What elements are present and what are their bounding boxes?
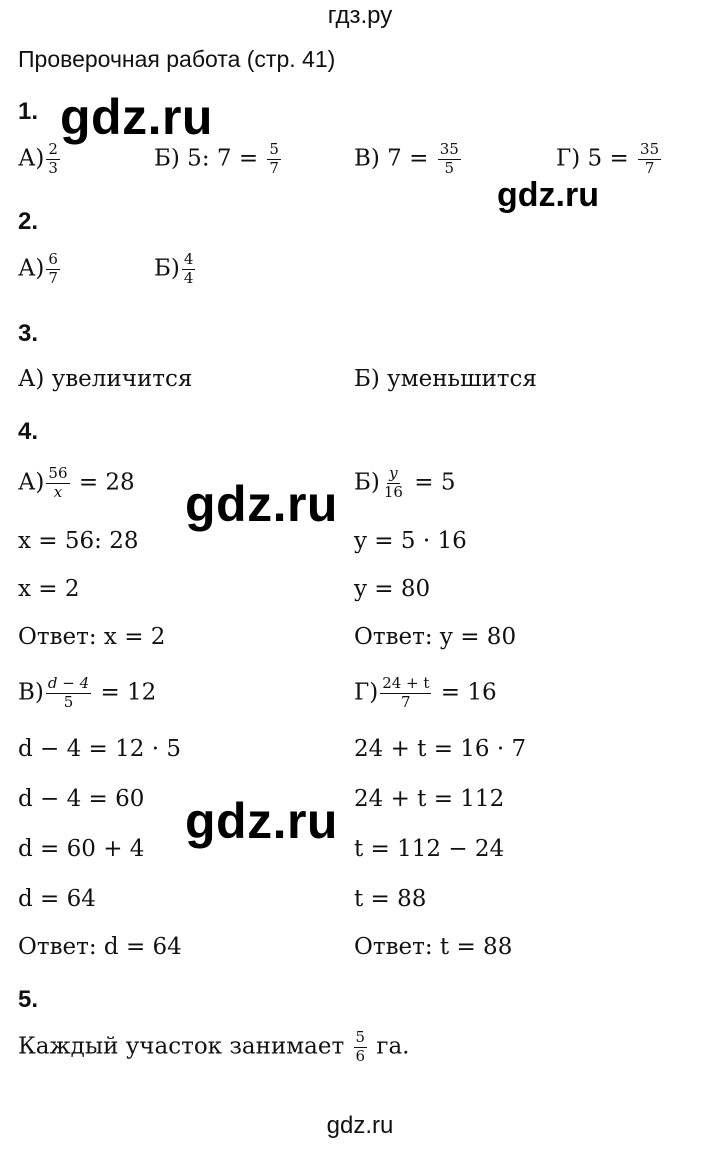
task-4v-step: d = 64 <box>18 886 96 912</box>
task-4g-step: t = 112 − 24 <box>354 836 505 862</box>
fraction: $\frac{6}{7}$ <box>48 250 58 287</box>
task-4g-step: t = 88 <box>354 886 427 912</box>
fraction: $\frac{2}{3}$ <box>48 140 58 177</box>
watermark: gdz.ru <box>60 89 213 145</box>
site-header: гдз.ру <box>327 2 393 29</box>
fraction: $\frac{56}{x}$ <box>48 464 68 501</box>
page-title: Проверочная работа (стр. 41) <box>18 46 336 72</box>
task-4-number: 4. <box>18 418 39 445</box>
task-2-number: 2. <box>18 208 39 235</box>
task-4g-step: 24 + t = 112 <box>354 786 505 812</box>
footer-site: gdz.ru <box>326 1112 394 1139</box>
fraction: $\frac{d - 4}{5}$ <box>47 674 90 711</box>
task-4v-answer: Ответ: d = 64 <box>18 934 182 960</box>
task-4b-step: y = 5 · 16 <box>354 528 467 554</box>
fraction: $\frac{35}{7}$ <box>640 140 660 177</box>
task-3-number: 3. <box>18 320 39 347</box>
fraction: $\frac{y}{16}$ <box>383 464 403 501</box>
fraction: $\frac{24 + t}{7}$ <box>382 674 430 711</box>
fraction: $\frac{5}{6}$ <box>355 1028 366 1065</box>
task-4g-step: 24 + t = 16 · 7 <box>354 736 527 762</box>
task-4-equation-g: Г) $\frac{24 + t}{7}$ = 16 <box>354 674 497 711</box>
task-4v-step: d − 4 = 12 · 5 <box>18 736 181 762</box>
fraction: $\frac{35}{5}$ <box>439 140 459 177</box>
task-1-answer-v: В) 7 = $\frac{35}{5}$ <box>354 140 459 177</box>
task-4b-answer: Ответ: y = 80 <box>354 624 517 650</box>
task-5-number: 5. <box>18 986 39 1013</box>
watermark: gdz.ru <box>185 476 338 532</box>
task-4-equation-b: Б) $\frac{y}{16}$ = 5 <box>354 464 456 501</box>
fraction: $\frac{5}{7}$ <box>269 140 279 177</box>
task-4-equation-v: В) $\frac{d - 4}{5}$ = 12 <box>18 674 157 711</box>
task-4g-answer: Ответ: t = 88 <box>354 934 513 960</box>
task-4v-step: d − 4 = 60 <box>18 786 145 812</box>
task-3-answer-a: А) увеличится <box>18 366 193 392</box>
fraction: $\frac{4}{4}$ <box>183 250 194 287</box>
task-4b-step: y = 80 <box>354 576 431 602</box>
task-2-answer-b: Б) $\frac{4}{4}$ <box>154 250 194 287</box>
task-4a-step: x = 2 <box>18 576 80 602</box>
task-4a-step: x = 56: 28 <box>18 528 139 554</box>
task-4-equation-a: А) $\frac{56}{x}$ = 28 <box>18 464 135 501</box>
task-5-answer: Каждый участок занимает $\frac{5}{6}$ га. <box>18 1028 410 1065</box>
watermark: gdz.ru <box>185 793 338 849</box>
task-1-answer-b: Б) 5: 7 = $\frac{5}{7}$ <box>154 140 279 177</box>
task-1-answer-g: Г) 5 = $\frac{35}{7}$ <box>556 140 660 177</box>
watermark: gdz.ru <box>497 176 599 214</box>
task-1-answer-a: А) $\frac{2}{3}$ <box>18 140 58 177</box>
task-4a-answer: Ответ: x = 2 <box>18 624 166 650</box>
task-1-number: 1. <box>18 98 39 125</box>
task-3-answer-b: Б) уменьшится <box>354 366 537 392</box>
task-4v-step: d = 60 + 4 <box>18 836 145 862</box>
task-2-answer-a: А) $\frac{6}{7}$ <box>18 250 58 287</box>
